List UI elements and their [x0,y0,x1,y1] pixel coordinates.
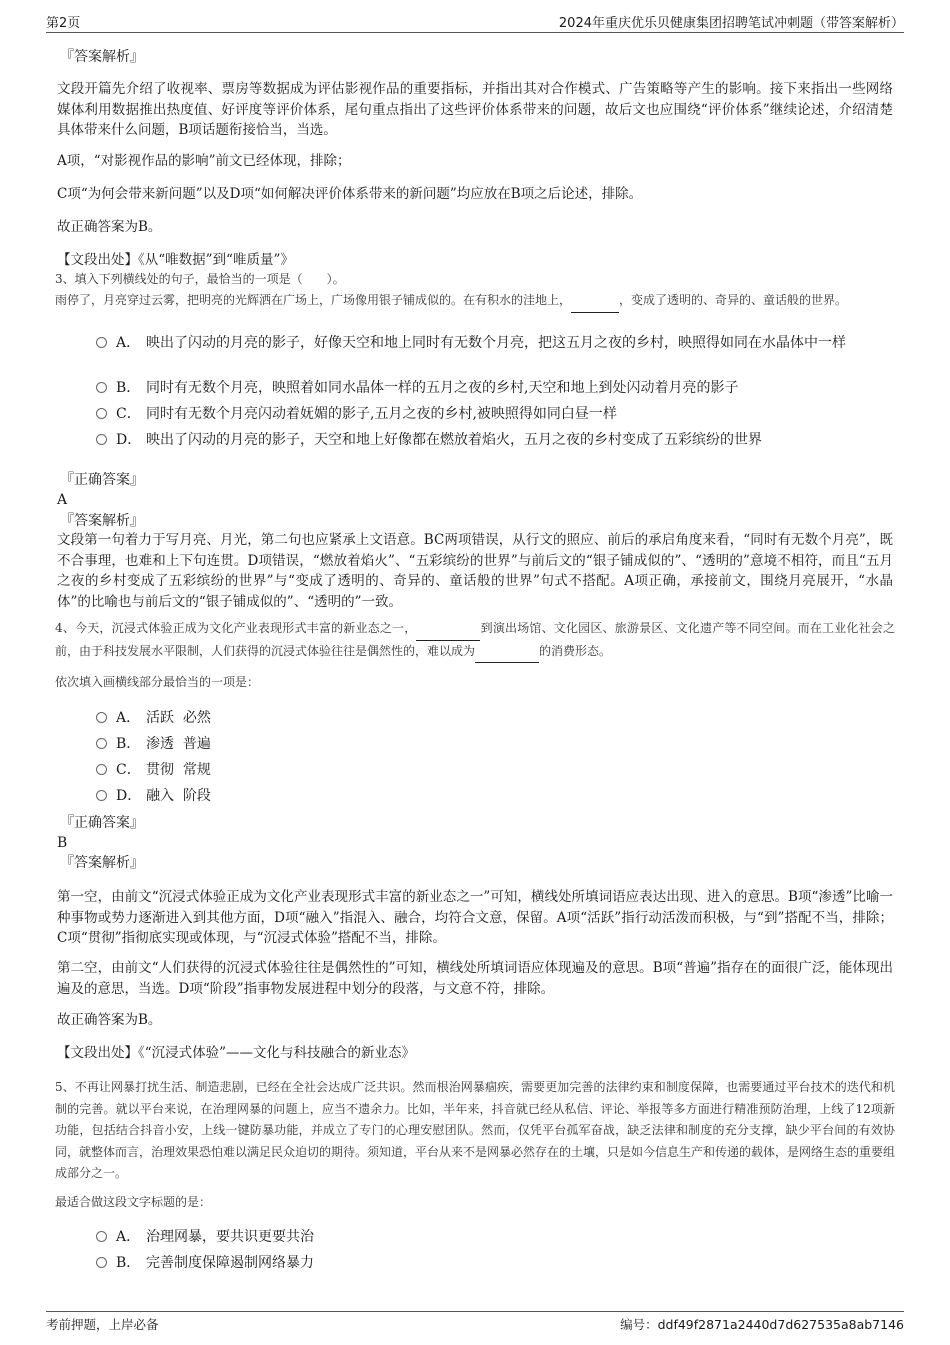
radio-icon[interactable] [96,790,107,801]
radio-icon[interactable] [96,1257,107,1268]
radio-icon[interactable] [96,434,107,445]
q3-analysis-heading: 『答案解析』 [60,513,144,529]
footer-slogan: 考前押题，上岸必备 [46,1317,159,1332]
document-id: 编号：ddf49f2871a2440d7d627535a8ab7146 [620,1317,904,1332]
q2-source: 【文段出处】《从“唯数据”到“唯质量”》 [57,252,294,268]
page-number: 第2页 [46,16,81,31]
document-title: 2024年重庆优乐贝健康集团招聘笔试冲刺题（带答案解析） [558,16,904,31]
q2-conclusion: 故正确答案为B。 [57,219,162,235]
q3-option-a[interactable]: A． 映出了闪动的月亮的影子，好像天空和地上同时有无数个月亮，把这五月之夜的乡村，映照得如同在水晶体中一样 [96,332,886,355]
q3-answer-heading: 『正确答案』 [60,472,144,488]
q4-answer-heading: 『正确答案』 [60,815,144,831]
radio-icon[interactable] [96,1231,107,1242]
q4-analysis-paragraph-1: 第一空，由前文“沉浸式体验正成为文化产业表现形式丰富的新业态之一”可知，横线处所填词语应表达出现、进入的意思。B项“渗透”比喻一种事物或势力逐渐进入到其他方面，D项“融入”指混入、融合，均符合文意，保留。A项“活跃”指行动活泼而积极，与“到”搭配不当，排除；C项“贯彻”指彻底实现或体现，与“沉浸式体验”搭配不当，排除。 [57,889,893,946]
q4-option-a[interactable]: A． 活跃 必然 [96,707,886,730]
q5-prompt: 最适合做这段文字标题的是： [55,1195,212,1209]
q3-blank [571,290,619,313]
radio-icon[interactable] [96,382,107,393]
q4-analysis-paragraph-2: 第二空，由前文“人们获得的沉浸式体验往往是偶然性的”可知，横线处所填词语应体现遍及的意思。B项“普遍”指存在的面很广泛，能体现出遍及的意思，当选。D项“阶段”指事物发展进程中划分的段落，与文意不符，排除。 [57,960,893,997]
q3-answer: A [57,492,68,508]
q5-option-b[interactable]: B． 完善制度保障遏制网络暴力 [96,1252,886,1275]
page-header [46,12,904,33]
radio-icon[interactable] [96,712,107,723]
q2-analysis-heading: 『答案解析』 [60,49,144,65]
q3-analysis: 文段第一句着力于写月亮、月光，第二句也应紧承上文语意。BC两项错误，从行文的照应、前后的承启角度来看，“同时有无数个月亮”，既不合事理，也难和上下句连贯。D项错误，“燃放着焰火”、“五彩缤纷的世界”与前后文的“银子铺成似的”、“透明的”意境不相符，而且“五月之夜的乡村变成了五彩缤纷的世界”与“变成了透明的、奇异的、童话般的世界”句式不搭配。A项正确，承接前文，围绕月亮展开，“水晶体”的比喻也与前后文的“银子铺成似的”、“透明的”一致。 [57,532,893,610]
q3-passage: 雨停了，月亮穿过云雾，把明亮的光辉洒在广场上，广场像用银子铺成似的。在有积水的洼地上， ，变成了透明的、奇异的、童话般的世界。 [55,290,895,313]
page-footer [46,1311,904,1332]
q5-option-a[interactable]: A． 治理网暴，要共识更要共治 [96,1226,886,1249]
q3-option-c[interactable]: C． 同时有无数个月亮闪动着妩媚的影子,五月之夜的乡村,被映照得如同白昼一样 [96,403,886,426]
q2-analysis-paragraph-1: 文段开篇先介绍了收视率、票房等数据成为评估影视作品的重要指标，并指出其对合作模式、广告策略等产生的影响。接下来指出一些网络媒体利用数据推出热度值、好评度等评价体系，尾句重点指出了这些评价体系带来的问题，故后文也应围绕“评价体系”继续论述，介绍清楚具体带来什么问题，B项话题衔接恰当，当选。 [57,81,893,138]
q4-stem: 4、今天，沉浸式体验正成为文化产业表现形式丰富的新业态之一， 到演出场馆、文化园区、旅游景区、文化遗产等不同空间。而在工业化社会之前，由于科技发展水平限制，人们获得的沉浸式体验往往是偶然性的，难以成为 的消费形态。 [55,618,895,663]
radio-icon[interactable] [96,337,107,348]
radio-icon[interactable] [96,764,107,775]
q4-option-d[interactable]: D． 融入 阶段 [96,785,886,808]
q3-option-d[interactable]: D． 映出了闪动的月亮的影子，天空和地上好像都在燃放着焰火，五月之夜的乡村变成了五彩缤纷的世界 [96,429,886,452]
q3-stem: 3、填入下列横线处的句子，最恰当的一项是（ ）。 [55,272,345,286]
radio-icon[interactable] [96,408,107,419]
q4-answer: B [57,835,68,851]
q4-source: 【文段出处】《“沉浸式体验”——文化与科技融合的新业态》 [57,1045,416,1061]
q4-blank-1 [416,618,480,641]
q2-analysis-paragraph-3: C项“为何会带来新问题”以及D项“如何解决评价体系带来的新问题”均应放在B项之后论述，排除。 [57,186,643,202]
q4-prompt: 依次填入画横线部分最恰当的一项是： [55,675,260,689]
q3-option-b[interactable]: B． 同时有无数个月亮，映照着如同水晶体一样的五月之夜的乡村,天空和地上到处闪动着月亮的影子 [96,377,886,400]
q2-analysis-paragraph-2: A项，“对影视作品的影响”前文已经体现，排除； [57,153,351,169]
q4-blank-2 [475,641,539,664]
q4-option-c[interactable]: C． 贯彻 常规 [96,759,886,782]
q4-conclusion: 故正确答案为B。 [57,1012,162,1028]
q4-option-b[interactable]: B． 渗透 普遍 [96,733,886,756]
q5-stem: 5、不再让网暴打扰生活、制造悲剧，已经在全社会达成广泛共识。然而根治网暴痼疾，需要更加完善的法律约束和制度保障，也需要通过平台技术的迭代和机制的完善。就以平台来说，在治理网暴的问题上，应当不遗余力。比如，半年来，抖音就已经从私信、评论、举报等多方面进行精准预防治理，上线了12项新功能，包括结合抖音小安，上线一键防暴功能，并成立了专门的心理安慰团队。然而，仅凭平台孤军奋战，缺乏法律和制度的充分支撑，缺少平台间的有效协同，就整体而言，治理效果恐怕难以满足民众迫切的期待。须知道，平台从来不是网暴必然存在的土壤，只是如今信息生产和传递的载体，是网络生态的重要组成部分之一。 [55,1080,896,1180]
radio-icon[interactable] [96,738,107,749]
q4-analysis-heading: 『答案解析』 [60,855,144,871]
